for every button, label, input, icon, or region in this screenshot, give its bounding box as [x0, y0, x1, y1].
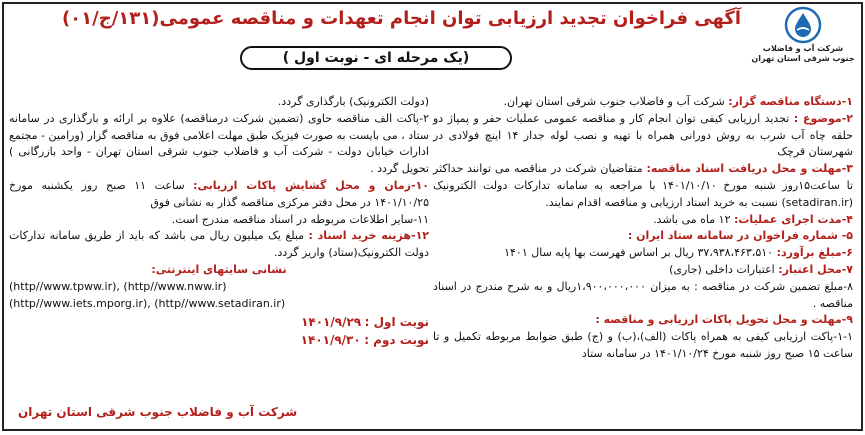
publish-first-date: ۱۴۰۱/۹/۲۹	[301, 315, 362, 330]
item-heading: ۷-محل اعتبار:	[778, 262, 853, 276]
item-heading: ۱-دستگاه مناقصه گزار:	[728, 95, 853, 108]
publish-second-date: ۱۴۰۱/۹/۳۰	[300, 333, 361, 348]
item-heading: ۵- شماره فراخوان در سامانه ستاد ایران :	[627, 229, 853, 243]
publish-second	[9, 332, 429, 350]
publish-first-label: نوبت اول :	[364, 315, 429, 330]
logo-line-2: جنوب شرقی استان تهران	[751, 54, 855, 63]
paragraph	[433, 228, 853, 245]
paragraph	[9, 94, 429, 111]
left-column	[9, 94, 429, 350]
item-text: تجدید ارزیابی کیفی توان انجام کار و مناقصه عمومی عملیات حفر و پمپاژ دو حلقه چاه آب شرب به روش دورانی همراه با تهیه و نصب لوله جدار ۱۴ اینچ فولادی در شهرستان قرچک	[433, 111, 853, 159]
right-column	[433, 94, 853, 363]
item-text: شرکت آب و فاضلاب جنوب شرقی استان تهران.	[503, 95, 729, 108]
paragraph	[433, 262, 853, 279]
publish-first	[9, 314, 429, 332]
item-text: متقاضیان شرکت در مناقصه می توانند حداکثر تا ساعت۱۵روز شنبه مورخ ۱۴۰۱/۱۰/۱۰ با مراجعه به سامانه تدارکات دولت الکترونیک (setadiran.ir) نسبت به خرید اسناد ارزیابی و مناقصه اقدام نمایند.	[433, 162, 854, 209]
paragraph	[9, 228, 429, 262]
paragraph	[433, 212, 853, 229]
item-text: ۳۷،۹۳۸،۴۶۳،۵۱۰ ریال بر اساس فهرست بها پایه سال ۱۴۰۱	[504, 246, 777, 260]
item-text: مبلغ یک میلیون ریال می باشد که باید از طریق سامانه تدارکات دولت الکترونیک(ستاد) واریز گردد.	[9, 229, 429, 260]
paragraph	[9, 111, 429, 178]
item-heading: ۳-مهلت و محل دریافت اسناد مناقصه:	[646, 162, 853, 176]
website-link-line[interactable]: (http//www.iets.mporg.ir), (http//www.setadiran.ir)	[9, 296, 286, 310]
paragraph	[433, 161, 853, 211]
paragraph	[433, 94, 853, 111]
paragraph	[433, 329, 853, 363]
item-heading: ۱۰-زمان و محل گشایش پاکات ارزیابی:	[193, 178, 430, 192]
item-text: ۱۲ ماه می باشد.	[653, 212, 734, 226]
item-text: ۸-مبلغ تضمین شرکت در مناقصه : به میزان ۱،۹۰۰،۰۰۰،۰۰۰ریال و به شرح مندرج در اسناد مناقصه .	[433, 279, 853, 310]
publish-second-label: نوبت دوم :	[364, 333, 429, 348]
paragraph	[433, 279, 853, 313]
paragraph	[433, 111, 853, 161]
item-heading: ۲-موضوع :	[793, 111, 853, 125]
footer-company-name: شرکت آب و فاضلاب جنوب شرقی استان تهران	[18, 405, 298, 419]
website-link-line[interactable]: (http//www.tpww.ir), (http//www.nww.ir)	[9, 279, 227, 293]
item-heading: ۹-مهلت و محل تحویل پاکات ارزیابی و مناقصه :	[595, 313, 853, 327]
item-heading: ۴-مدت اجرای عملیات:	[733, 212, 853, 226]
item-text: اعتبارات داخلی (جاری)	[669, 262, 779, 276]
item-text: ۱۱-سایر اطلاعات مربوطه در اسناد مناقصه مندرج است.	[171, 212, 429, 226]
logo-line-1: شرکت آب و فاضلاب	[762, 44, 844, 53]
advertisement-page	[2, 2, 863, 431]
page-title: آگهی فراخوان تجدید ارزیابی توان انجام تعهدات و مناقصه عمومی(۱۳۱/ج/۰۱)	[61, 8, 741, 29]
item-heading: ۱۲-هزینه خرید اسناد :	[308, 229, 429, 243]
paragraph	[9, 212, 429, 229]
item-text: ۲-پاکت الف مناقصه حاوی (تضمین شرکت درمناقصه) علاوه بر ارائه و بارگذاری در سامانه ستاد ، می بایست به صورت فیزیک طبق مهلت اعلامی فوق به مناقصه گزار (ورامین - مجتمع ادارات خیابان دولت - شرکت آب و فاضلاب جنوب شرقی استان تهران - واحد بازرگانی ) تحویل گردد .	[9, 111, 429, 176]
paragraph	[433, 312, 853, 329]
websites-title: نشانی سایتهای اینترنتی:	[151, 262, 287, 276]
water-drop-icon	[784, 6, 822, 44]
paragraph	[9, 178, 429, 212]
item-text: ۱-۱-پاکت ارزیابی کیفی به همراه پاکات (الف)،(ب) و (ج) طبق ضوابط مربوطه تکمیل و تا ساعت ۱۵ صبح روز شنبه مورخ ۱۴۰۱/۱۰/۲۴ در سامانه ستاد	[433, 330, 853, 360]
company-logo	[751, 6, 855, 76]
item-heading: ۶-مبلغ برآورد:	[776, 246, 853, 260]
item-text: (دولت الکترونیک) بارگذاری گردد.	[277, 95, 429, 108]
page-subtitle: (یک مرحله ای - نوبت اول )	[240, 46, 512, 70]
paragraph	[433, 245, 853, 262]
item-text: ساعت ۱۱ صبح روز یکشنبه مورخ ۱۴۰۱/۱۰/۲۵ در محل دفتر مرکزی مناقصه گذار به نشانی فوق	[9, 178, 429, 209]
